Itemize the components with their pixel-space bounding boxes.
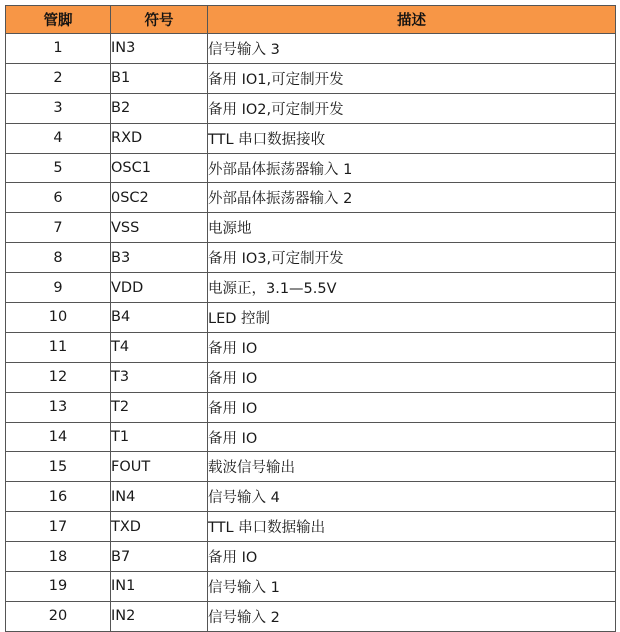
description-cell: 电源正，3.1—5.5V bbox=[208, 273, 616, 303]
pin-number-cell: 10 bbox=[6, 303, 111, 333]
symbol-cell: IN1 bbox=[111, 572, 208, 602]
symbol-cell: FOUT bbox=[111, 452, 208, 482]
description-cell: 信号输入 1 bbox=[208, 572, 616, 602]
description-cell: 信号输入 2 bbox=[208, 601, 616, 631]
pin-number-cell: 8 bbox=[6, 243, 111, 273]
symbol-cell: T4 bbox=[111, 332, 208, 362]
symbol-cell: B2 bbox=[111, 93, 208, 123]
header-symbol: 符号 bbox=[111, 6, 208, 34]
table-row bbox=[6, 512, 616, 542]
header-row bbox=[6, 6, 616, 34]
description-cell: 备用 IO3,可定制开发 bbox=[208, 243, 616, 273]
pin-number-cell: 1 bbox=[6, 34, 111, 64]
table-row bbox=[6, 123, 616, 153]
description-cell: 载波信号输出 bbox=[208, 452, 616, 482]
table-row bbox=[6, 34, 616, 64]
description-cell: 信号输入 3 bbox=[208, 34, 616, 64]
symbol-cell: B4 bbox=[111, 303, 208, 333]
table-row bbox=[6, 392, 616, 422]
table-row bbox=[6, 601, 616, 631]
pin-number-cell: 5 bbox=[6, 153, 111, 183]
symbol-cell: T3 bbox=[111, 362, 208, 392]
pin-number-cell: 15 bbox=[6, 452, 111, 482]
table-row bbox=[6, 303, 616, 333]
description-cell: 备用 IO1,可定制开发 bbox=[208, 63, 616, 93]
header-description: 描述 bbox=[208, 6, 616, 34]
table-row bbox=[6, 273, 616, 303]
symbol-cell: RXD bbox=[111, 123, 208, 153]
table-row bbox=[6, 482, 616, 512]
symbol-cell: IN4 bbox=[111, 482, 208, 512]
symbol-cell: IN3 bbox=[111, 34, 208, 64]
table-row bbox=[6, 183, 616, 213]
symbol-cell: IN2 bbox=[111, 601, 208, 631]
description-cell: TTL 串口数据输出 bbox=[208, 512, 616, 542]
table-row bbox=[6, 153, 616, 183]
description-cell: 备用 IO2,可定制开发 bbox=[208, 93, 616, 123]
symbol-cell: OSC1 bbox=[111, 153, 208, 183]
pin-number-cell: 6 bbox=[6, 183, 111, 213]
pin-table-header bbox=[6, 6, 616, 34]
pin-number-cell: 13 bbox=[6, 392, 111, 422]
symbol-cell: VDD bbox=[111, 273, 208, 303]
symbol-cell: B7 bbox=[111, 542, 208, 572]
symbol-cell: VSS bbox=[111, 213, 208, 243]
table-row bbox=[6, 542, 616, 572]
pin-number-cell: 9 bbox=[6, 273, 111, 303]
symbol-cell: B3 bbox=[111, 243, 208, 273]
table-row bbox=[6, 213, 616, 243]
pin-table bbox=[5, 5, 616, 632]
symbol-cell: 0SC2 bbox=[111, 183, 208, 213]
header-pin: 管脚 bbox=[6, 6, 111, 34]
pin-number-cell: 19 bbox=[6, 572, 111, 602]
table-row bbox=[6, 63, 616, 93]
description-cell: 备用 IO bbox=[208, 542, 616, 572]
table-row bbox=[6, 332, 616, 362]
table-row bbox=[6, 572, 616, 602]
pin-number-cell: 17 bbox=[6, 512, 111, 542]
pin-number-cell: 20 bbox=[6, 601, 111, 631]
pin-number-cell: 4 bbox=[6, 123, 111, 153]
table-row bbox=[6, 243, 616, 273]
pin-number-cell: 16 bbox=[6, 482, 111, 512]
symbol-cell: T2 bbox=[111, 392, 208, 422]
pin-table-body bbox=[6, 34, 616, 632]
description-cell: 备用 IO bbox=[208, 332, 616, 362]
symbol-cell: TXD bbox=[111, 512, 208, 542]
description-cell: 备用 IO bbox=[208, 422, 616, 452]
pin-number-cell: 18 bbox=[6, 542, 111, 572]
pin-number-cell: 12 bbox=[6, 362, 111, 392]
description-cell: 外部晶体振荡器输入 1 bbox=[208, 153, 616, 183]
pin-number-cell: 2 bbox=[6, 63, 111, 93]
pin-number-cell: 7 bbox=[6, 213, 111, 243]
pin-number-cell: 3 bbox=[6, 93, 111, 123]
pin-number-cell: 11 bbox=[6, 332, 111, 362]
symbol-cell: T1 bbox=[111, 422, 208, 452]
table-row bbox=[6, 452, 616, 482]
symbol-cell: B1 bbox=[111, 63, 208, 93]
description-cell: 信号输入 4 bbox=[208, 482, 616, 512]
table-row bbox=[6, 422, 616, 452]
table-row bbox=[6, 93, 616, 123]
description-cell: 备用 IO bbox=[208, 392, 616, 422]
description-cell: TTL 串口数据接收 bbox=[208, 123, 616, 153]
description-cell: 电源地 bbox=[208, 213, 616, 243]
description-cell: 备用 IO bbox=[208, 362, 616, 392]
pin-number-cell: 14 bbox=[6, 422, 111, 452]
table-row bbox=[6, 362, 616, 392]
description-cell: 外部晶体振荡器输入 2 bbox=[208, 183, 616, 213]
description-cell: LED 控制 bbox=[208, 303, 616, 333]
